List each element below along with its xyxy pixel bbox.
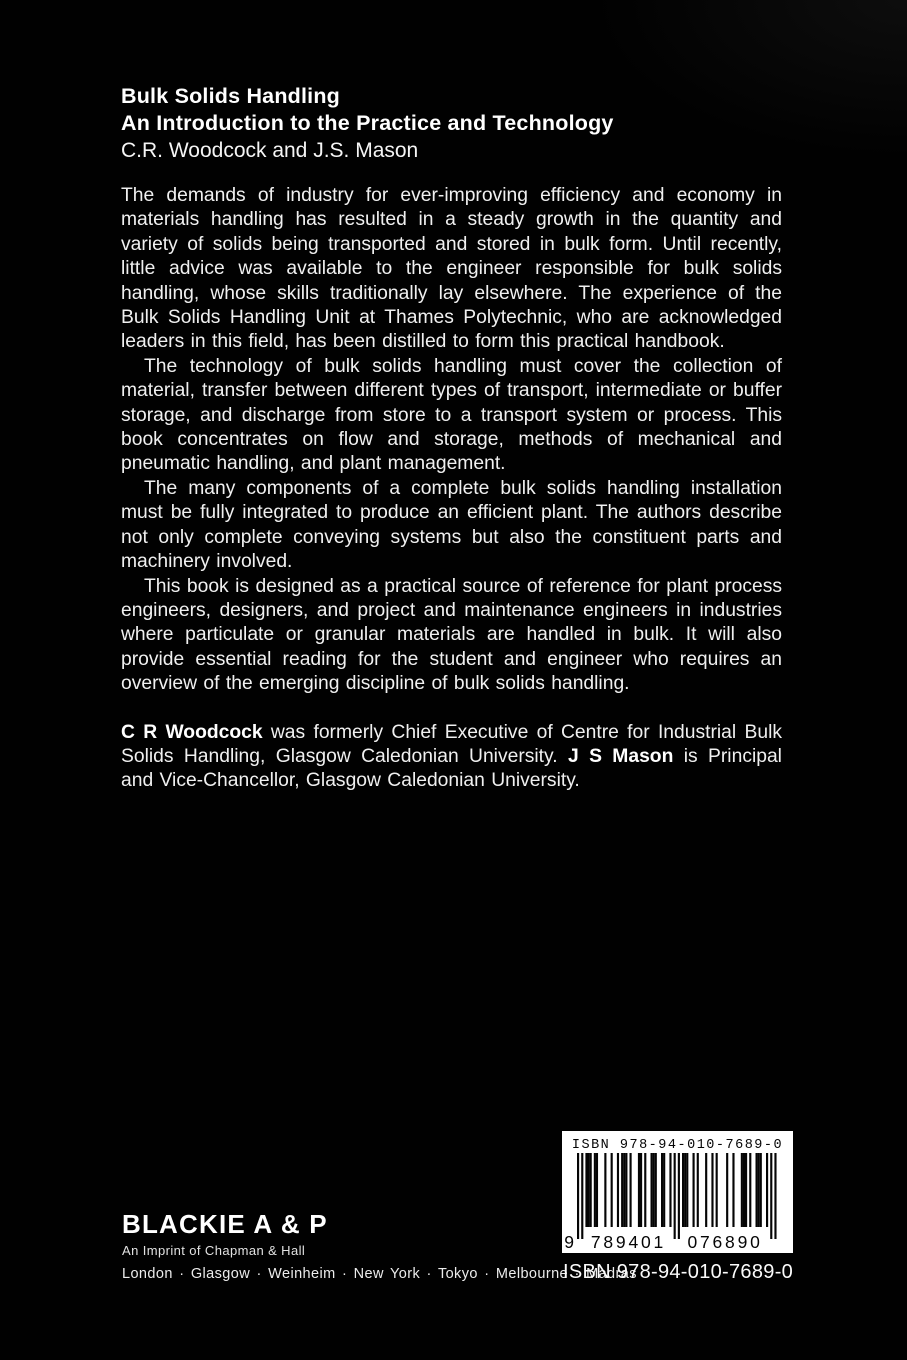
barcode-svg [562, 1131, 793, 1253]
svg-text:789401: 789401 [590, 1232, 667, 1252]
author-name-woodcock: C R Woodcock [121, 721, 263, 743]
author-bio-text-2: is Principal and Vice-Chancellor, Glasgow Caledonian University. [121, 745, 782, 792]
book-subtitle: An Introduction to the Practice and Technology [121, 111, 614, 135]
publisher-cities: London · Glasgow · Weinheim · New York · Tokyo · Melbourne · Madras [122, 1266, 637, 1282]
blurb [121, 184, 782, 697]
publisher-name: BLACKIE A & P [122, 1209, 328, 1239]
publisher-imprint: An Imprint of Chapman & Hall [122, 1243, 306, 1258]
svg-text:076890: 076890 [687, 1232, 763, 1252]
svg-text:9: 9 [564, 1232, 574, 1252]
isbn-text: ISBN 978-94-010-7689-0 [563, 1261, 794, 1283]
blurb-paragraph-3: The many components of a complete bulk solids handling installation must be fully integrated to produce an efficient plant. The authors describe not only complete conveying systems but also the constituent parts and machinery involved. [121, 477, 782, 573]
author-bio-text-1: was formerly Chief Executive of Centre for Industrial Bulk Solids Handling, Glasgow Caledonian University. [121, 721, 782, 767]
blurb-paragraph-2: The technology of bulk solids handling must cover the collection of material, transfer between different types of transport, intermediate or buffer storage, and discharge from store to a transport system or process. This book concentrates on flow and storage, methods of mechanical and pneumatic handling, and plant management. [121, 355, 782, 475]
book-authors: C.R. Woodcock and J.S. Mason [121, 139, 419, 162]
blurb-paragraph-1: The demands of industry for ever-improving efficiency and economy in materials handling has resulted in a steady growth in the quantity and variety of solids being transported and stored in bulk form. Until recently, little advice was available to the engineer responsible for bulk solids handling, whose skills traditionally lay elsewhere. The experience of the Bulk Solids Handling Unit at Thames Polytechnic, who are acknowledged leaders in this field, has been distilled to form this practical handbook. [121, 185, 782, 353]
author-name-mason: J S Mason [567, 745, 674, 767]
publisher-block [122, 1211, 637, 1282]
cover-content [121, 83, 782, 794]
svg-text:ISBN 978-94-010-7689-0: ISBN 978-94-010-7689-0 [571, 1138, 784, 1153]
book-title: Bulk Solids Handling [121, 84, 341, 108]
author-bio [121, 721, 782, 794]
blurb-paragraph-4: This book is designed as a practical source of reference for plant process engineers, designers, and project and maintenance engineers in industries where particulate or granular materials are handled in bulk. It will also provide essential reading for the student and engineer who requires an overview of the emerging discipline of bulk solids handling. [121, 575, 782, 695]
title-block [121, 83, 782, 164]
isbn-barcode [562, 1131, 793, 1253]
